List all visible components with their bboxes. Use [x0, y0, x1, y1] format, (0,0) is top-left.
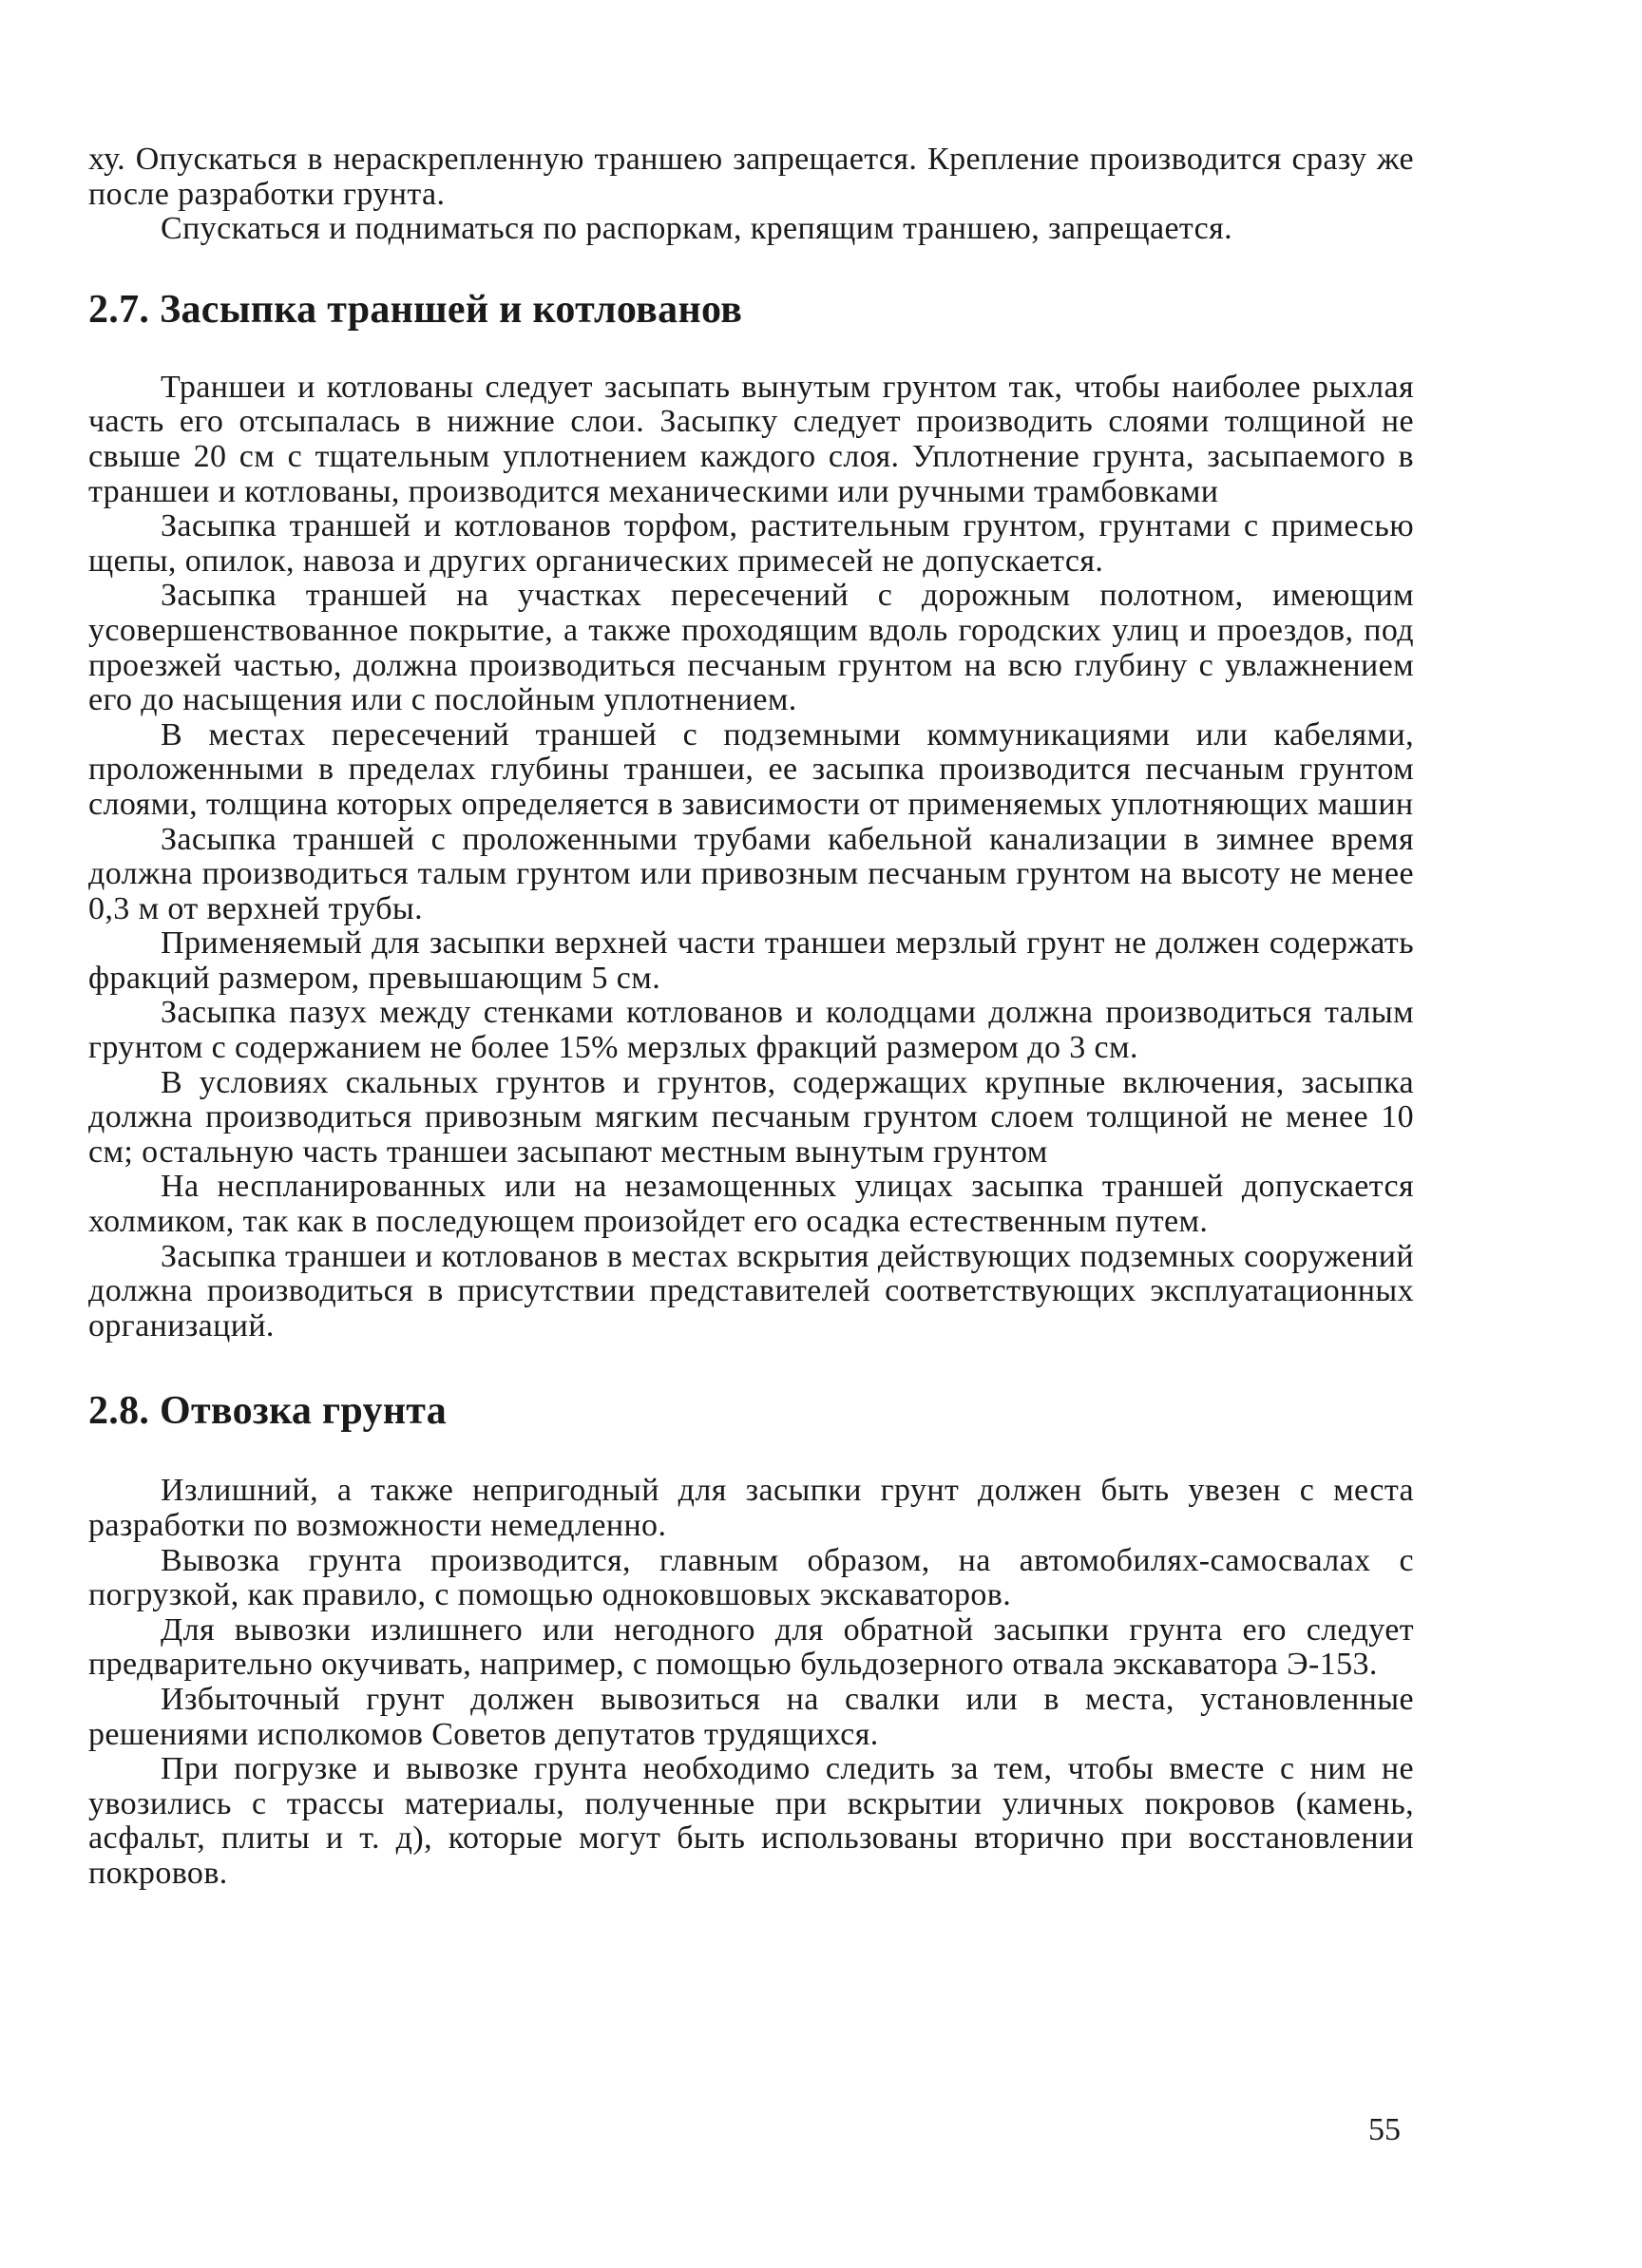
- body-paragraph: Применяемый для засыпки верхней части траншеи мерзлый грунт не должен содержать фракций размером, превышающим 5 см.: [88, 925, 1414, 996]
- body-paragraph: Избыточный грунт должен вывозиться на свалки или в места, установленные решениями исполкомов Советов депутатов трудящихся.: [88, 1681, 1414, 1752]
- section-body: [88, 371, 1414, 1344]
- body-paragraph: Засыпка траншей на участках пересечений с дорожным полотном, имеющим усовершенствованное покрытие, а также проходящим вдоль городских улиц и проездов, под проезжей частью, должна производиться песчаным грунтом на всю глубину с увлажнением его до насыщения или с послойным уплотнением.: [88, 578, 1414, 718]
- section-body: [88, 1474, 1414, 1891]
- body-paragraph: При погрузке и вывозке грунта необходимо следить за тем, чтобы вместе с ним не увозились с трассы материалы, полученные при вскрытии уличных покровов (камень, асфальт, плиты и т. д), которые могут быть использованы вторично при восстановлении покровов.: [88, 1751, 1414, 1891]
- body-paragraph: Излишний, а также непригодный для засыпки грунт должен быть увезен с места разработки по возможности немедленно.: [88, 1473, 1414, 1543]
- body-paragraph: Вывозка грунта производится, главным образом, на автомобилях-самосвалах с погрузкой, как правило, с помощью одноковшовых экскаваторов.: [88, 1542, 1414, 1613]
- body-paragraph: В местах пересечений траншей с подземными коммуникациями или кабелями, проложенными в пределах глубины траншеи, ее засыпка производится песчаным грунтом слоями, толщина которых определяется в зависимости от применяемых уплотняющих машин: [88, 716, 1414, 822]
- body-paragraph: На неспланированных или на незамощенных улицах засыпка траншей допускается холмиком, так как в последующем произойдет его осадка естественным путем.: [88, 1169, 1414, 1240]
- body-paragraph: В условиях скальных грунтов и грунтов, содержащих крупные включения, засыпка должна производиться привозным мягким песчаным грунтом слоем толщиной не менее 10 см; остальную часть траншеи засыпают местным вынутым грунтом: [88, 1064, 1414, 1170]
- body-paragraph: Траншеи и котлованы следует засыпать вынутым грунтом так, чтобы наиболее рыхлая часть его отсыпалась в нижние слои. Засыпку следует производить слоями толщиной не свыше 20 см с тщательным уплотнением каждого слоя. Уплотнение грунта, засыпаемого в траншеи и котлованы, производится механическими или ручными трамбовками: [88, 369, 1414, 509]
- page-number: 55: [1368, 2112, 1401, 2147]
- body-paragraph: Для вывозки излишнего или негодного для обратной засыпки грунта его следует предварительно окучивать, например, с помощью бульдозерного отвала экскаватора Э-153.: [88, 1611, 1414, 1683]
- body-paragraph: Засыпка траншей и котлованов торфом, растительным грунтом, грунтами с примесью щепы, опилок, навоза и других органических примесей не допускается.: [88, 508, 1414, 579]
- body-paragraph: Засыпка траншеи и котлованов в местах вскрытия действующих подземных сооружений должна производиться в присутствии представителей соответствующих эксплуатационных организаций.: [88, 1238, 1414, 1344]
- section-heading: 2.7. Засыпка траншей и котлованов: [88, 287, 743, 332]
- section-heading: 2.8. Отвозка грунта: [88, 1389, 448, 1434]
- intro-paragraph: Спускаться и подниматься по распоркам, крепящим траншею, запрещается.: [161, 211, 1233, 247]
- intro-paragraph: ху. Опускаться в нераскрепленную траншею запрещается. Крепление производится сразу же после разработки грунта.: [88, 142, 1414, 212]
- body-paragraph: Засыпка траншей с проложенными трубами кабельной канализации в зимнее время должна производиться талым грунтом или привозным песчаным грунтом на высоту не менее 0,3 м от верхней трубы.: [88, 821, 1414, 926]
- body-paragraph: Засыпка пазух между стенками котлованов и колодцами должна производиться талым грунтом с содержанием не более 15% мерзлых фракций размером до 3 см.: [88, 995, 1414, 1066]
- page-content: [88, 143, 1414, 1892]
